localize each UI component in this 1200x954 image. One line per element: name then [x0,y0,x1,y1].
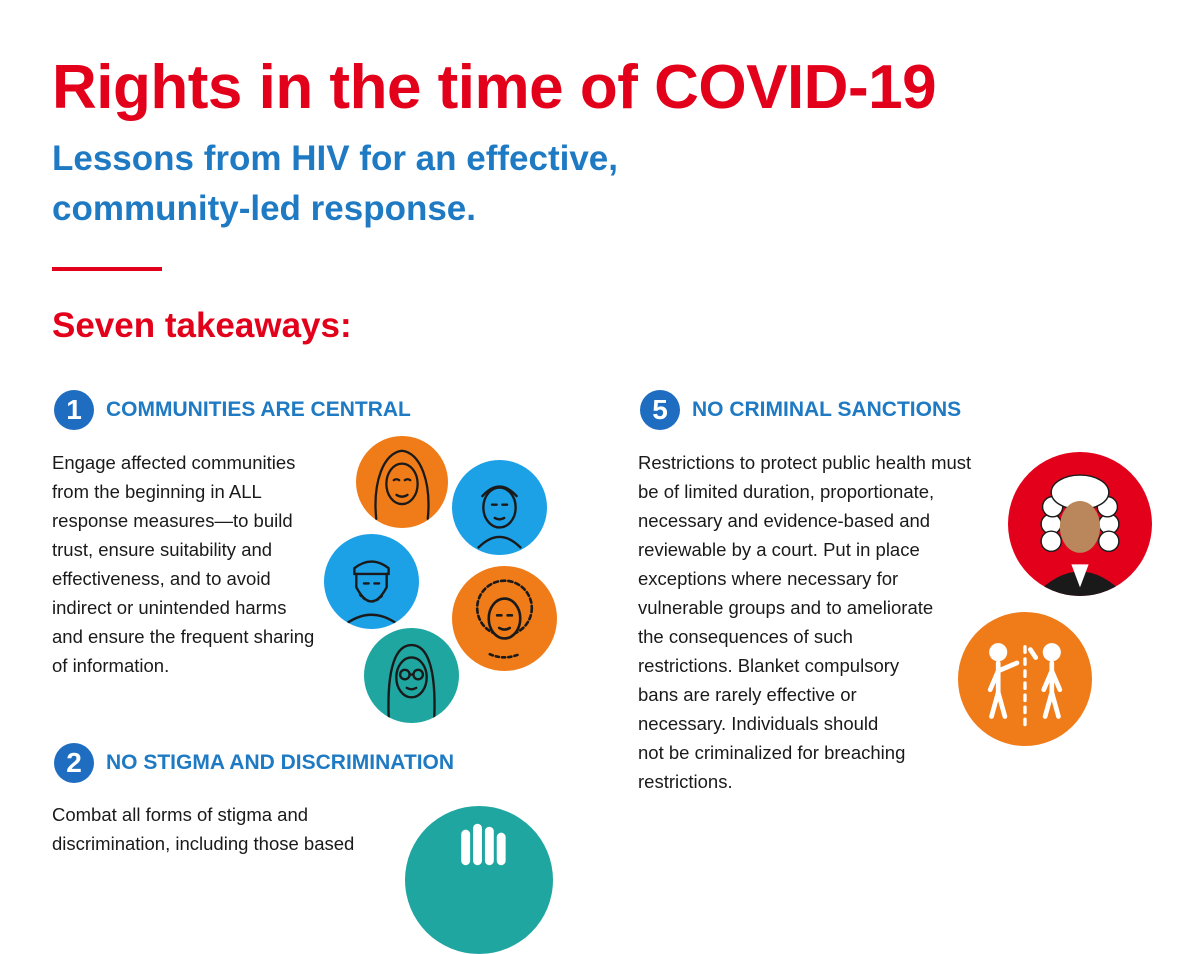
body-line: reviewable by a court. Put in place [638,539,920,560]
body-line: discrimination, including those based [52,833,355,854]
body-line: vulnerable groups and to ameliorate [638,597,934,618]
page-subtitle [52,134,812,234]
judge-wig-icon [1008,452,1152,596]
section-heading: Seven takeaways: [52,306,352,345]
page-title: Rights in the time of COVID-19 [52,53,937,122]
takeaway-5-body [638,448,1018,796]
body-line: Combat all forms of stigma and [52,804,309,825]
body-line: necessary. Individuals should [638,713,879,734]
takeaway-title: COMMUNITIES ARE CENTRAL [106,398,411,421]
body-line: exceptions where necessary for [638,568,899,589]
man-cap-beard-icon [324,534,419,629]
subtitle-line-1: Lessons from HIV for an effective, [52,139,618,178]
body-line: and ensure the frequent sharing [52,626,315,647]
body-line: response measures—to build [52,510,293,531]
number-badge: 2 [54,743,94,783]
woman-hijab-icon [356,436,448,528]
body-line: be of limited duration, proportionate, [638,481,935,502]
takeaway-2-body [52,800,412,858]
body-line: indirect or unintended harms [52,597,287,618]
body-line: effectiveness, and to avoid [52,568,271,589]
takeaway-title: NO STIGMA AND DISCRIMINATION [106,751,455,774]
body-line: not be criminalized for breaching [638,742,906,763]
body-line: necessary and evidence-based and [638,510,931,531]
woman-glasses-icon [364,628,459,723]
body-line: the consequences of such [638,626,853,647]
body-line: Restrictions to protect public health must [638,452,972,473]
takeaway-5-header [640,390,961,430]
takeaway-1-body [52,448,352,680]
subtitle-line-2: community-led response. [52,189,476,228]
body-line: of information. [52,655,170,676]
takeaway-title: NO CRIMINAL SANCTIONS [692,398,962,421]
body-line: from the beginning in ALL [52,481,262,502]
takeaway-1-header [54,390,411,430]
body-line: Engage affected communities [52,452,296,473]
body-line: bans are rarely effective or [638,684,857,705]
body-line: restrictions. Blanket compulsory [638,655,900,676]
number-badge: 5 [640,390,680,430]
divider [52,267,162,271]
takeaway-5 [640,390,961,430]
man-short-hair-icon [452,460,547,555]
body-line: trust, ensure suitability and [52,539,273,560]
body-line: restrictions. [638,771,733,792]
number-badge: 1 [54,390,94,430]
takeaway-1 [54,390,411,430]
stop-hand-icon [405,806,553,954]
takeaway-2 [54,743,454,783]
takeaway-2-header [54,743,454,783]
social-distancing-icon [958,612,1092,746]
woman-curly-hair-icon [452,566,557,671]
